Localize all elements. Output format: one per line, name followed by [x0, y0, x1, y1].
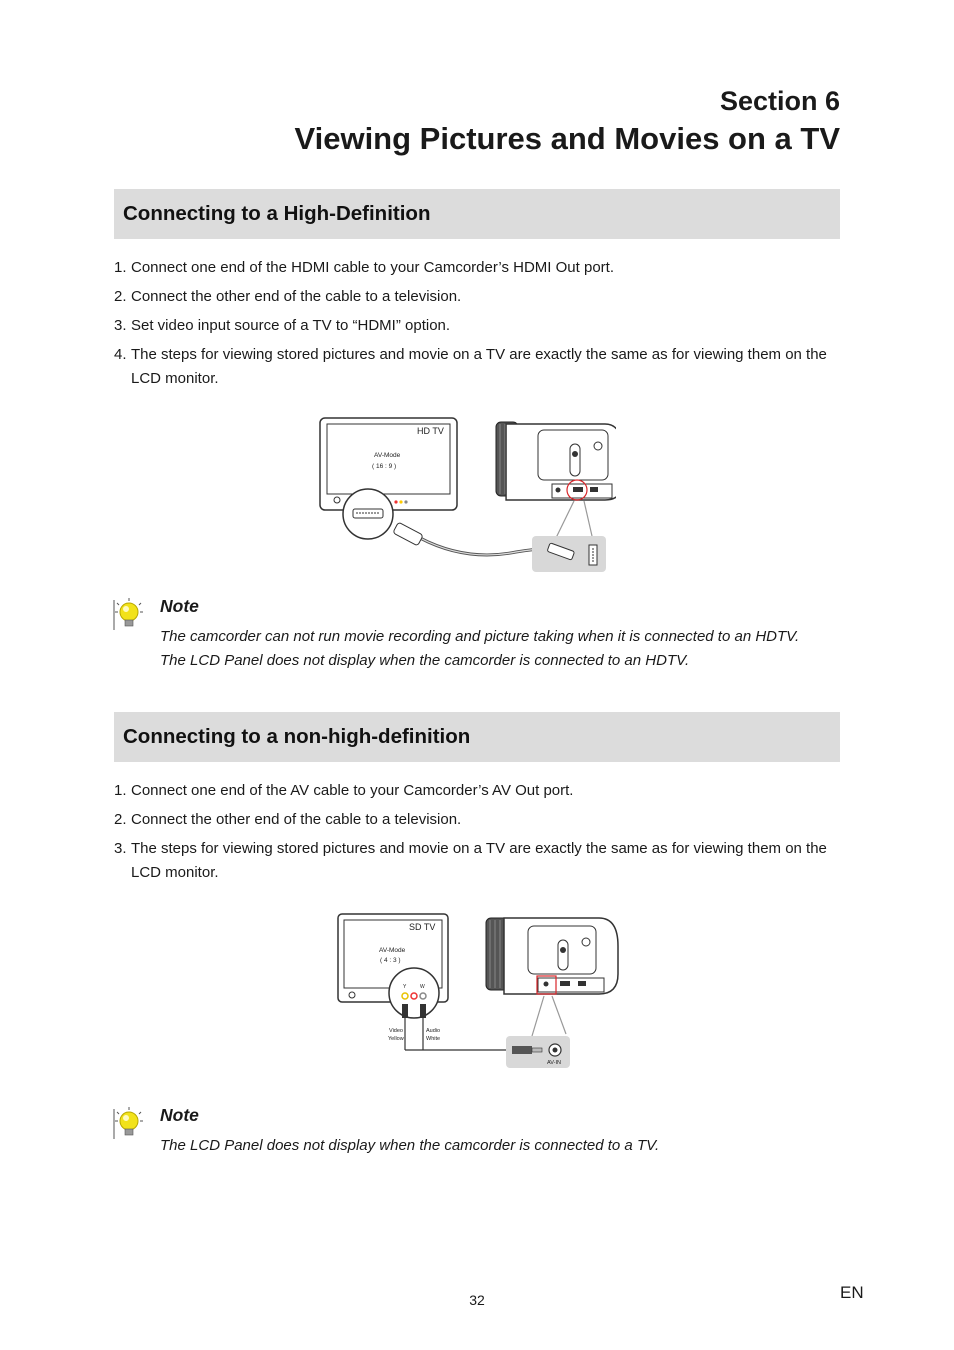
hd-mode-label: AV-Mode: [374, 452, 401, 459]
audio-label: Audio: [426, 1028, 441, 1034]
hd-note-text: The camcorder can not run movie recording and picture taking when it is connected to an HDTV. The LCD Panel does not display when the camcorder is connected to an HDTV.: [160, 628, 800, 669]
sd-ratio-label: ( 4 : 3 ): [380, 957, 401, 964]
hd-tv-label: HD TV: [417, 426, 444, 436]
sd-note-title: Note: [160, 1105, 199, 1125]
page-number: 32: [469, 1292, 485, 1308]
list-item: 3. Set video input source of a TV to “HDMI” option.: [114, 317, 451, 334]
hd-steps-list: [114, 256, 844, 396]
page-title: Viewing Pictures and Movies on a TV: [294, 121, 840, 156]
jack-w-label: W: [420, 984, 425, 990]
hd-tv-illustration: [320, 418, 457, 539]
sd-note-text: The LCD Panel does not display when the camcorder is connected to a TV.: [160, 1137, 660, 1154]
hdmi-cable-illustration: [393, 522, 606, 572]
section-label: Section 6: [719, 86, 840, 116]
list-item: 1. Connect one end of the AV cable to your Camcorder’s AV Out port.: [114, 782, 574, 799]
hd-section-heading-band: [114, 189, 840, 239]
jack-y-label: Y: [403, 984, 407, 990]
sd-steps-list: [114, 779, 844, 890]
list-item: 2. Connect the other end of the cable to a television.: [114, 811, 462, 828]
av-connection-diagram: [334, 910, 624, 1070]
list-item: 3. The steps for viewing stored pictures and movie on a TV are exactly the same as for viewing them on the LCD monitor.: [114, 840, 827, 881]
av-cable-illustration: [506, 1036, 570, 1068]
list-item: 2. Connect the other end of the cable to a television.: [114, 288, 462, 305]
sd-section-heading-band: [114, 712, 840, 762]
hdmi-connection-diagram: [316, 412, 616, 578]
hd-camcorder-illustration: [496, 422, 616, 542]
lightbulb-icon: [113, 1106, 147, 1140]
av-in-label: AV-IN: [547, 1060, 561, 1066]
white-label: White: [426, 1036, 441, 1042]
sd-section-heading: Connecting to a non-high-definition: [123, 725, 471, 748]
lightbulb-icon: [113, 597, 147, 631]
language-code: EN: [840, 1283, 864, 1302]
video-label: Video: [389, 1028, 403, 1034]
sd-mode-label: AV-Mode: [379, 947, 406, 954]
hd-note-title: Note: [160, 596, 199, 616]
hd-section-heading: Connecting to a High-Definition: [123, 202, 431, 225]
sd-tv-label: SD TV: [409, 922, 436, 932]
hd-ratio-label: ( 16 : 9 ): [372, 463, 397, 470]
sd-camcorder-illustration: [486, 918, 618, 1036]
list-item: 1. Connect one end of the HDMI cable to your Camcorder’s HDMI Out port.: [114, 259, 614, 276]
yellow-label: Yellow: [388, 1036, 404, 1042]
list-item: 4. The steps for viewing stored pictures and movie on a TV are exactly the same as for viewing them on the LCD monitor.: [114, 346, 827, 387]
